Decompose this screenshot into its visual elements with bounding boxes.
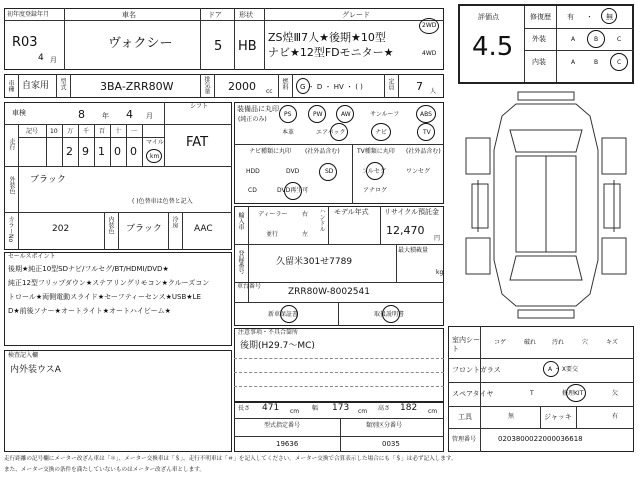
mileage-unit-km: km [150, 153, 160, 160]
sales-line-4: D★前後ソナー★オートライト★オートハイビーム★ [8, 307, 171, 315]
mileage-digit-4: 0 [114, 145, 121, 158]
glass-label: フロントガラス [452, 366, 501, 374]
note-label: 記号 [26, 128, 39, 135]
grade-box-row2 [524, 50, 634, 51]
fuel-label: 燃料 [281, 78, 288, 90]
cond-v3 [576, 406, 577, 428]
row2-c8 [384, 74, 385, 98]
model-year-label: モデル年式 [334, 208, 369, 216]
dims-h1 [234, 418, 444, 419]
cond-v2 [540, 406, 541, 428]
inspector-label: 検査記入欄 [8, 352, 39, 359]
int-grade-c: C [617, 59, 622, 66]
color-no-label: カラーNo [7, 216, 14, 243]
footer-line-2: また、メーター交換の条件を満たしていないものはメーター改ざん車とします。 [4, 467, 205, 473]
lb-h1 [4, 124, 232, 125]
interior-color: ブラック [126, 224, 162, 234]
capacity-value: 7 [416, 80, 423, 93]
equip-ps-circle [279, 105, 297, 123]
import-label: 輸入車 [237, 212, 244, 230]
recycle-label: リサイクル預託金 [384, 208, 440, 216]
cond-h2 [448, 382, 634, 383]
im-v6 [338, 302, 339, 326]
im-h3 [234, 302, 444, 303]
import-parallel: 並行 [266, 231, 279, 238]
recycle-yen: 円 [434, 235, 441, 242]
import-left: 左 [302, 231, 309, 238]
inspection-year: 8 [78, 108, 85, 121]
cn-v3 [118, 212, 119, 250]
inspection-month-unit: 月 [146, 112, 153, 120]
im-v5 [396, 244, 397, 282]
repair-no-circle [601, 8, 617, 24]
row2-c1 [18, 74, 19, 98]
chassis-label: 車台番号 [237, 283, 262, 290]
fuel-options: G ・ D ・ HV ・ ( ) [300, 83, 363, 91]
spare-kit: 修理KIT [562, 390, 584, 397]
im-v2 [328, 206, 329, 244]
repair-yes: 有 [567, 13, 574, 21]
row2-c9 [398, 74, 399, 98]
im-v4 [248, 244, 249, 302]
header-col1 [64, 8, 65, 70]
row2-c3 [70, 74, 71, 98]
mgmt-value: 0203800022000036618 [498, 435, 583, 443]
length-label: 長さ [238, 405, 251, 412]
equip-aw: AW [341, 111, 351, 118]
spare-label: スペアタイヤ [452, 390, 494, 398]
im-v1 [248, 206, 249, 244]
row2-c6 [278, 74, 279, 98]
mileage-v5 [126, 124, 127, 166]
equip-navi-circle [371, 123, 391, 141]
ac-value: AAC [194, 224, 213, 234]
equip-pw-circle [308, 105, 326, 123]
warranty-label: 新車保証書 [268, 311, 299, 318]
nav-type-sub: (社外品含む) [305, 148, 340, 155]
spare-none: 欠 [612, 390, 619, 397]
inspector-text: 内外装ウスA [10, 365, 61, 375]
cn-v2 [104, 212, 105, 250]
im-h2 [234, 282, 444, 283]
nav-cd: CD [248, 187, 257, 194]
seat-label: 室内シート [452, 336, 480, 354]
nav-dvd-play: DVD再生可 [277, 187, 309, 194]
tv-oneseg: ワンセグ [406, 168, 431, 175]
mgmt-label: 管理番号 [452, 436, 477, 443]
notes-block [234, 328, 444, 402]
mileage-digit-1: 2 [66, 145, 73, 158]
equip-abs: ABS [420, 111, 432, 118]
cn-v1 [18, 212, 19, 250]
grade-box-row1 [524, 28, 634, 29]
int-grade-c-circle [610, 53, 628, 71]
drive-2wd: 2WD [422, 22, 437, 29]
use-value: 自家用 [22, 81, 50, 91]
seat-kizu: キズ [606, 339, 618, 346]
max-load-kg: kg [436, 269, 444, 276]
cond-h3 [448, 406, 634, 407]
drive-2wd-circle [419, 18, 439, 34]
type-no: 19636 [276, 440, 299, 448]
notes-label: 注意事項・不具合箇所 [238, 329, 299, 336]
cond-v1 [480, 326, 481, 452]
equip-pw: PW [313, 111, 323, 118]
interior-grade-label: 内装 [532, 58, 546, 66]
nav-sd-circle [319, 163, 337, 181]
mileage-unit-ichi: 一 [131, 128, 138, 135]
capacity-label: 定員 [387, 78, 394, 90]
equip-airbag: エアバック [316, 129, 346, 136]
door-count: 5 [214, 39, 223, 54]
eq-v1 [352, 144, 353, 204]
plate-label: 登録番号 [237, 250, 244, 274]
repair-dot: ・ [586, 13, 593, 21]
mileage-v3 [94, 124, 95, 166]
mileage-digit-5: 0 [130, 145, 137, 158]
mileage-v2 [78, 124, 79, 166]
cond-h1 [448, 358, 634, 359]
displacement-label: 排気量 [203, 76, 210, 94]
recycle-value: 12,470 [386, 224, 425, 237]
mileage-digit-3: 1 [98, 145, 105, 158]
row2-c7 [292, 74, 293, 98]
equip-sunroof: サンルーフ [370, 111, 400, 118]
equip-aw-circle [336, 105, 354, 123]
cn-v5 [182, 212, 183, 250]
chassis-number: ZRR80W-8002541 [288, 287, 370, 297]
fuel-g-circle [296, 78, 310, 94]
nav-dvd: DVD [286, 168, 300, 175]
manual-circle [382, 305, 400, 323]
use-label: 車種 [7, 80, 14, 92]
score-value: 4.5 [472, 32, 514, 62]
cc-unit: cc [266, 88, 273, 95]
first-reg-month-unit: 月 [50, 56, 57, 64]
nav-sd: SD [325, 168, 334, 175]
inspection-label: 車検 [12, 109, 26, 117]
grade-line-2: ナビ★12型FDモニター★ [268, 46, 394, 59]
tv-fullseg-circle [366, 162, 384, 180]
first-reg-label: 初年度登録年月 [7, 11, 50, 18]
mileage-unit-10: 10 [50, 128, 58, 135]
width-unit: cm [358, 408, 368, 415]
grade-line-1: ZS煌Ⅲ7人★後期★10型 [268, 31, 386, 44]
mileage-label: 走行 [8, 138, 15, 150]
width-value: 173 [332, 403, 350, 413]
sales-line-3: トロール★両側電動スライド★セーフティーセンス★USB★LE [8, 293, 201, 301]
inspection-year-unit: 年 [102, 112, 109, 120]
jack-label: ジャッキ [544, 413, 572, 421]
int-grade-a: A [571, 59, 576, 66]
mileage-unit-hyaku: 百 [99, 128, 106, 135]
exterior-grade-label: 外装 [532, 35, 546, 43]
import-right: 右 [302, 211, 309, 218]
score-label: 評価点 [478, 13, 499, 21]
car-name: ヴォクシー [108, 36, 173, 51]
repair-label: 修復歴 [530, 13, 551, 21]
plate-number: 久留米301せ7789 [276, 257, 353, 267]
exterior-color: ブラック [30, 175, 66, 185]
shift-label: シフト [190, 103, 209, 110]
import-dealer: ディーラー [258, 211, 288, 218]
equip-airbag-circle [330, 123, 348, 141]
header-divider [4, 20, 444, 21]
ext-grade-b: B [594, 36, 599, 43]
body-shape: HB [238, 39, 257, 54]
ext-grade-b-circle [587, 30, 605, 48]
cond-h4 [448, 428, 634, 429]
handle-label: ハンドル [318, 208, 325, 232]
shift-value: FAT [186, 135, 209, 150]
class-no: 0035 [382, 440, 400, 448]
seat-yogore: 汚れ [552, 339, 565, 346]
ext-grade-a: A [571, 36, 576, 43]
equipment-sublabel: (純正のみ) [238, 116, 267, 123]
row2-c5 [214, 74, 215, 98]
notes-l2 [234, 372, 444, 373]
im-v3 [380, 206, 381, 244]
notes-l1 [234, 358, 444, 359]
inspection-month: 4 [126, 108, 133, 121]
length-unit: cm [290, 408, 300, 415]
equip-abs-circle [416, 105, 436, 123]
car-damage-diagram [458, 90, 634, 320]
warranty-circle [280, 305, 298, 323]
header-col3 [234, 8, 235, 70]
mileage-unit-juu: 十 [115, 128, 122, 135]
dims-v1 [340, 418, 341, 452]
length-value: 471 [262, 403, 280, 413]
first-reg-era: R03 [12, 35, 38, 50]
seat-ana: 穴 [582, 339, 589, 346]
mileage-v0 [46, 124, 47, 166]
class-no-label: 類別区分番号 [366, 422, 403, 429]
spare-kit-circle [566, 384, 586, 402]
interior-color-label: 内装色 [107, 216, 114, 234]
height-value: 182 [400, 403, 418, 413]
model-value: 3BA-ZRR80W [100, 80, 174, 93]
first-reg-month: 4 [38, 53, 44, 63]
grade-box-divider [524, 6, 525, 82]
width-label: 幅 [312, 405, 319, 412]
tv-type-label: TV種類に丸印 [357, 148, 395, 155]
drive-4wd: 4WD [422, 50, 437, 57]
displacement-value: 2000 [228, 80, 256, 93]
nav-type-label: ナビ種類に丸印 [249, 148, 292, 155]
int-grade-b: B [594, 59, 599, 66]
ext-grade-c: C [617, 36, 622, 43]
equipment-label: 装備品に丸印 [237, 105, 279, 113]
mileage-digit-2: 9 [82, 145, 89, 158]
row2-c2 [56, 74, 57, 98]
mileage-unit-man: 万 [67, 128, 74, 135]
spare-t: T [530, 390, 534, 397]
dims-h2 [234, 436, 444, 437]
lb-v2 [164, 102, 165, 166]
tools-value: 無 [508, 413, 515, 420]
eq-h1 [234, 144, 444, 145]
grade-box-col [556, 6, 557, 82]
equip-ps: PS [284, 111, 292, 118]
im-h1 [234, 244, 444, 245]
jack-value: 有 [612, 413, 619, 420]
mileage-unit-mile: マイル [146, 139, 164, 146]
equip-navi: ナビ [375, 129, 388, 136]
header-col4 [264, 8, 265, 70]
tv-analog: アナログ [363, 187, 388, 194]
tv-fullseg: フルセグ [362, 168, 386, 175]
max-load-label: 最大積載量 [398, 247, 429, 254]
header-col2 [200, 8, 201, 70]
type-no-label: 型式指定番号 [264, 422, 301, 429]
capacity-unit: 人 [430, 88, 437, 95]
notes-text: 後期(H29.7～MC) [240, 341, 315, 351]
height-unit: cm [428, 408, 438, 415]
mileage-v1 [62, 124, 63, 166]
mileage-km-circle [146, 149, 162, 163]
sales-line-2: 純正12型フリップダウン★ステアリングリモコン★クルーズコン [8, 279, 210, 287]
height-label: 高さ [378, 405, 391, 412]
cn-v4 [168, 212, 169, 250]
model-label: 型式 [59, 78, 66, 90]
mileage-v4 [110, 124, 111, 166]
tv-type-sub: (社外品含む) [406, 148, 441, 155]
equip-tv: TV [423, 129, 431, 136]
exterior-color-label: 外装色 [8, 176, 15, 194]
glass-items: A ・ X要交 [548, 366, 579, 373]
notes-l3 [234, 386, 444, 387]
lb-h2 [4, 166, 232, 167]
repair-no: 無 [606, 13, 613, 21]
grade-label: グレード [342, 11, 370, 19]
tools-label: 工具 [458, 413, 472, 421]
mileage-v6 [142, 124, 143, 166]
color-no: 202 [52, 224, 70, 234]
footer-line-1: 走行距離の記号欄にメーター改ざん車は「＊」、メーター交換車は「＄」、走行不明車は「＃」を記入してください。メーター交換で合算表示した場合にも「＄」は必ず記入します。 [4, 456, 457, 462]
seat-koge: コゲ [494, 339, 507, 346]
nav-dvd-play-circle [284, 182, 302, 200]
glass-a-circle [543, 361, 559, 377]
color-change-note: ( )色替車は色替と記入 [132, 198, 193, 205]
ac-label: 冷房 [171, 216, 178, 228]
sales-points-label: セールスポイント [8, 253, 56, 260]
nav-hdd: HDD [246, 168, 260, 175]
car-name-label: 車名 [122, 11, 136, 19]
equip-leather: 本革 [282, 129, 295, 136]
manual-label: 取扱説明書 [374, 311, 405, 318]
sales-line-1: 後期★純正10型SDナビ/フルセグ/BT/HDMI/DVD★ [8, 265, 169, 273]
seat-yabure: 破れ [524, 339, 537, 346]
row2-c4 [200, 74, 201, 98]
equip-tv-circle [417, 123, 435, 141]
door-label: ドア [208, 11, 222, 19]
shape-label: 形状 [239, 11, 253, 19]
mileage-unit-sen: 千 [83, 128, 90, 135]
